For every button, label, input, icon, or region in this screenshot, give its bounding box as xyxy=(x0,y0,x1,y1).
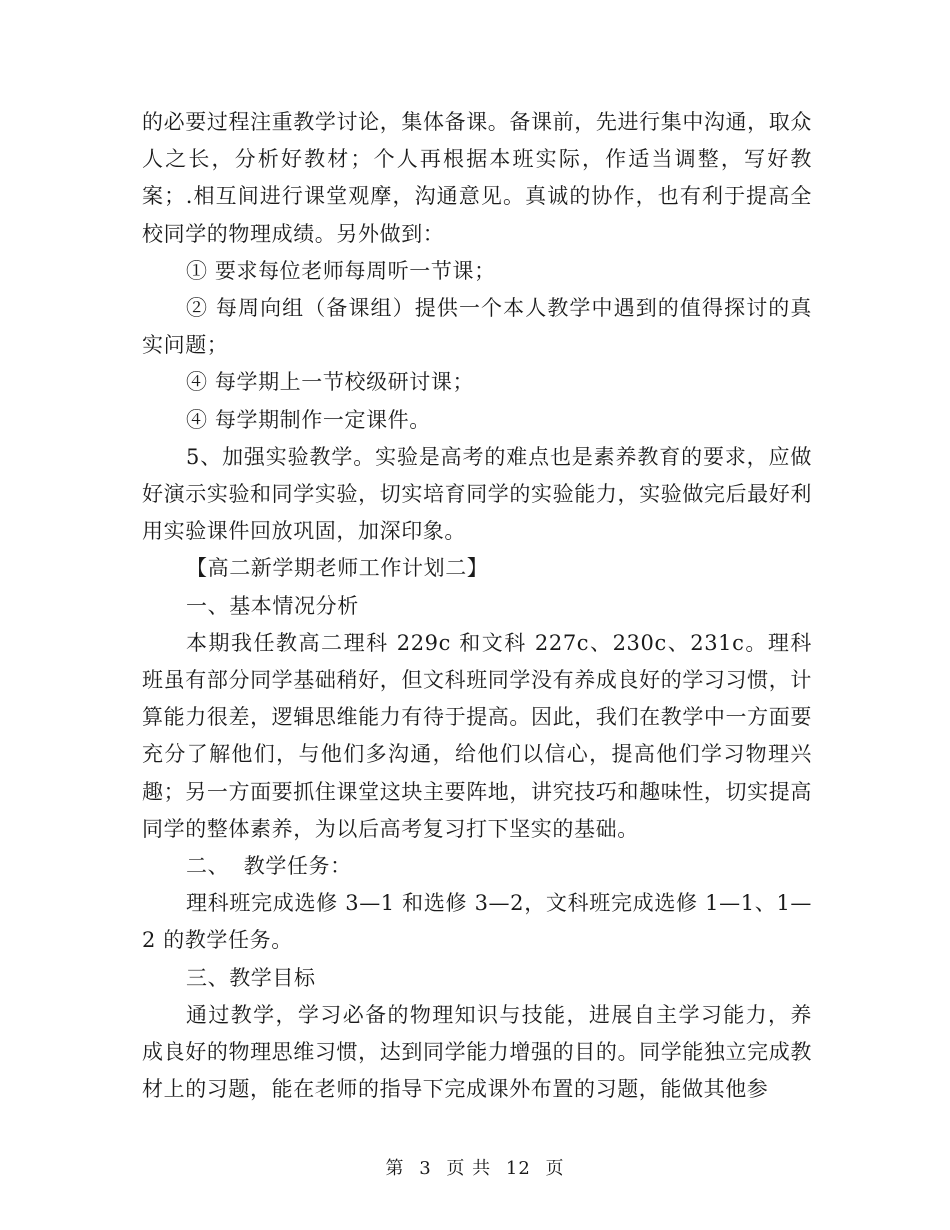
paragraph-collective-lesson-prep: 的必要过程注重教学讨论，集体备课。备课前，先进行集中沟通，取众人之长，分析好教材；个人再根据本班实际，作适当调整，写好教案；.相互间进行课堂观摩，沟通意见。真诚的协作，也有利于提高全校同学的物理成绩。另外做到： xyxy=(142,110,812,246)
section-title-plan-two: 【高二新学期老师工作计划二】 xyxy=(186,556,489,581)
footer-middle: 页 共 xyxy=(446,1158,492,1179)
list-item-seminar-lesson: ④ 每学期上一节校级研讨课； xyxy=(186,370,475,395)
document-body xyxy=(142,104,812,1108)
list-item-listen-lesson: ① 要求每位老师每周听一节课； xyxy=(186,258,496,283)
heading-basic-analysis: 一、基本情况分析 xyxy=(186,593,359,618)
heading-teaching-goals: 三、教学目标 xyxy=(186,965,316,990)
paragraph-teaching-goals: 通过教学，学习必备的物理知识与技能，进展自主学习能力，养成良好的物理思维习惯，达到同学能力增强的目的。同学能独立完成教材上的习题，能在老师的指导下完成课外布置的习题，能做其他参 xyxy=(142,1002,812,1102)
footer-prefix: 第 xyxy=(385,1158,405,1179)
paragraph-experiment-teaching: 5、加强实验教学。实验是高考的难点也是素养教育的要求，应做好演示实验和同学实验，切实培育同学的实验能力，实验做完后最好利用实验课件回放巩固，加深印象。 xyxy=(142,444,812,544)
paragraph-teaching-tasks: 理科班完成选修 3—1 和选修 3—2，文科班完成选修 1—1、1—2 的教学任务。 xyxy=(142,891,812,953)
footer-suffix: 页 xyxy=(545,1158,565,1179)
heading-teaching-tasks: 二、 教学任务： xyxy=(186,854,352,879)
footer-current-page: 3 xyxy=(419,1158,432,1179)
list-item-provide-problem: ② 每周向组（备课组）提供一个本人教学中遇到的值得探讨的真实问题； xyxy=(142,296,812,358)
paragraph-basic-analysis: 本期我任教高二理科 229c 和文科 227c、230c、231c。理科班虽有部分同学基础稍好，但文科班同学没有养成良好的学习习惯，计算能力很差，逻辑思维能力有待于提高。因此，我们在教学中一方面要充分了解他们，与他们多沟通，给他们以信心，提高他们学习物理兴趣；另一方面要抓住课堂这块主要阵地，讲究技巧和趣味性，切实提高同学的整体素养，为以后高考复习打下坚实的基础。 xyxy=(142,630,812,841)
footer-total-pages: 12 xyxy=(505,1158,531,1179)
page-footer xyxy=(0,1154,950,1180)
list-item-courseware: ④ 每学期制作一定课件。 xyxy=(186,407,431,432)
